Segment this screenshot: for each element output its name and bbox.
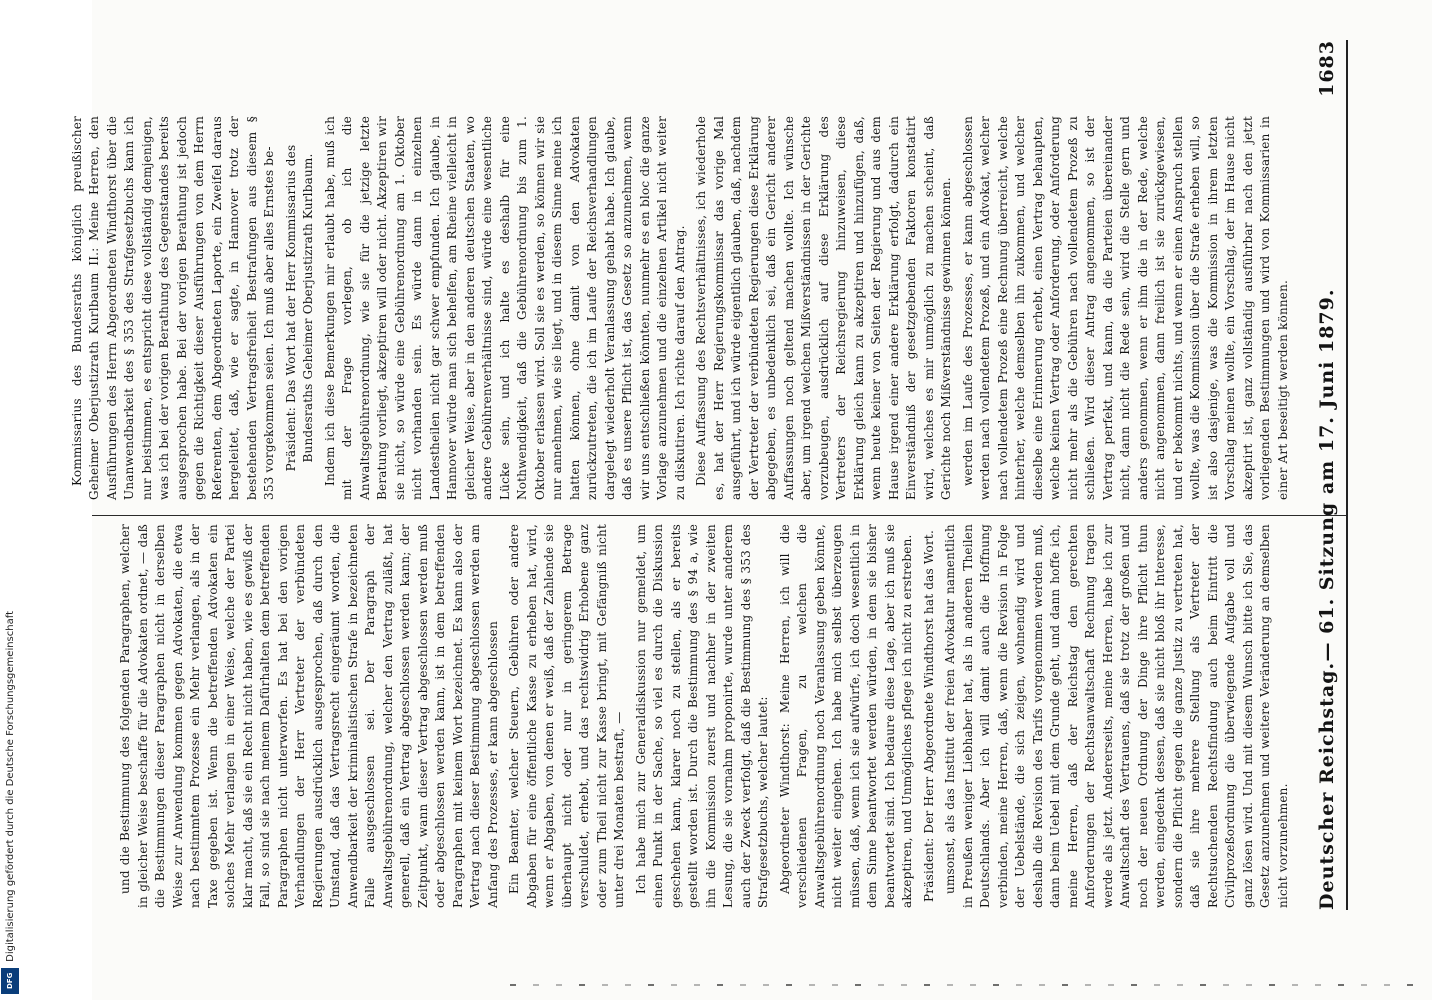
scan-mark: [1039, 984, 1045, 986]
scan-mark: [763, 984, 769, 986]
column-divider: [92, 515, 1346, 516]
scan-mark: [1338, 984, 1344, 986]
page-number: 1683: [1316, 40, 1338, 97]
header-session: — 61. Sitzung am 17. Juni 1879.: [1316, 288, 1338, 662]
scan-mark: [740, 984, 746, 986]
dfg-logo-text: DFG: [6, 972, 14, 990]
right-paragraph: Präsident: Das Wort hat der Herr Kommissarius des Bundesraths Geheimer Oberjustizrath Kurlbaum.: [283, 144, 315, 472]
right-paragraph: Kommissarius des Bundesraths königlich preußischer Geheimer Oberjustizrath Kurlbaum II.: Meine Herren, den Ausführungen des Herrn Abgeordneten Windthorst über die Unanwendbarkeit des § 353 des Strafgesetzbuchs kann ich nur beistimmen, es entspricht diese vollständig demjenigen, was ich bei der vorigen Berathung des Gegenstandes bereits ausgesprochen habe. Bei der vorigen Berathung ist jedoch gegen die Richtigkeit dieser Ausführungen von dem Herrn Referenten, dem Abgeordneten Laporte, ein Zweifel daraus hergeleitet, daß, wie er sagte, in Hannover trotz der bestehenden Vertragsfreiheit Bestrafungen aus diesem § 353 vorgekommen seien. Ich muß aber alles Ernstes be-: [69, 116, 276, 500]
scan-mark: [1062, 984, 1068, 986]
scan-mark: [1384, 984, 1390, 986]
column-left-body: [104, 524, 1296, 908]
header-rule: [1346, 40, 1348, 910]
dfg-logo: [1, 968, 19, 994]
scan-mark: [694, 984, 700, 986]
scan-mark: [510, 984, 516, 986]
scan-mark: [1407, 984, 1413, 986]
scan-mark: [533, 984, 539, 986]
scan-mark: [1177, 984, 1183, 986]
scan-mark: [579, 984, 585, 986]
digitization-note-text: Digitalisierung gefördert durch die Deutsche Forschungsgemeinschaft: [4, 611, 16, 962]
scan-mark: [648, 984, 654, 986]
scan-mark: [878, 984, 884, 986]
left-paragraph: Ein Beamter, welcher Steuern, Gebühren oder andere Abgaben für eine öffentliche Kasse zu erheben hat, wird, wenn er Abgaben, von denen er weiß, daß der Zahlende sie überhaupt nicht oder nur in geringerem Betrage verschuldet, erhebt, und das rechtswidrig Erhobene ganz oder zum Theil nicht zur Kasse bringt, mit Gefängniß nicht unter drei Monaten bestraft, —: [507, 524, 626, 908]
scan-mark: [625, 984, 631, 986]
scan-mark: [970, 984, 976, 986]
scan-mark: [1269, 984, 1275, 986]
right-paragraph: werden im Laufe des Prozesses, er kann abgeschlossen werden nach vollendetem Prozeß, und ein Advokat, welcher nach vollendetem Prozeß eine Rechnung überreicht, welche hinterher, welche demselben ihn zukommen, und welcher dieselbe eine Erinnerung erhebt, einen Vertrag behaupten, welche keinen Vertrag oder Anforderung, oder Anforderung nicht mehr als die Gebühren nach vollendetem Prozeß zu schließen. Wird dieser Antrag angenommen, so ist der Vertrag perfekt, und kann, da die Parteien übereinander nicht, dann nicht die Rede sein, wird die Stelle gern und anders genommen, wenn er ihm die in der Rede, welche nicht angenommen, dann freilich ist sie zurückgewiesen, und er bekommt nichts, und wenn er einen Anspruch stellen wollte, was die Kommission über die Strafe erheben will, so ist also dasjenige, was die Kommission in ihrem letzten Vorschlag meinen wollte, ein Vorschlag, der im Hause nicht akzeptirt ist, ganz vollständig ausführbar nach den jetzt vorliegenden Bestimmungen und wird von Kommissarien in einer Art beseitigt werden können.: [960, 116, 1290, 500]
running-head: [1300, 40, 1344, 910]
scan-mark: [1131, 984, 1137, 986]
scan-mark: [1108, 984, 1114, 986]
scan-mark: [809, 984, 815, 986]
right-paragraph: Diese Auffassung des Rechtsverhältnisses, ich wiederhole es, hat der Herr Regierungskommissar das vorige Mal ausgeführt, und ich würde eigentlich glauben, daß, nachdem der Vertreter der verbündeten Regierungen diese Erklärung abgegeben, es unbedenklich sei, daß ein Gericht anderer Auffassungen noch geltend machen wollte. Ich wünsche aber, um irgend welchen Mißverständnissen in der Gerichte vorzubeugen, ausdrücklich auf diese Erklärung des Vertreters der Reichsregierung hinzuweisen, diese Erklärung gleich kann zu akzeptiren und hinzufügen, daß, wenn heute keiner von Seiten der Regierung und aus dem Hause irgend einer andere Erklärung erfolgt, dadurch ein Einverständniß der gesetzgebenden Faktoren konstatirt wird, welches es mir unmöglich zu machen scheint, daß Gerichte noch Mißverständnisse gewinnen können.: [694, 116, 953, 500]
scan-mark: [602, 984, 608, 986]
scan-mark: [1085, 984, 1091, 986]
scan-mark: [855, 984, 861, 986]
scan-mark: [1223, 984, 1229, 986]
scan-mark: [671, 984, 677, 986]
left-paragraph: Ich habe mich zur Generaldiskussion nur gemeldet, um einen Punkt in der Sache, so viel es durch die Diskussion geschehen kann, klarer noch zu stellen, als er bereits gestellt worden ist. Durch die Bestimmung des § 94 a, wie ihn die Kommission zuerst und nachher in der zweiten Lesung, die sie vornahm proponirte, wurde unter anderem auch der Zweck verfolgt, daß die Bestimmung des § 353 des Strafgesetzbuchs, welcher lautet:: [633, 524, 770, 908]
scan-mark: [901, 984, 907, 986]
scan-mark: [556, 984, 562, 986]
digitization-note: [0, 0, 20, 1000]
scan-mark: [1246, 984, 1252, 986]
left-paragraph: und die Bestimmung des folgenden Paragraphen, welcher in gleicher Weise beschaffe für die Advokaten ordnet, — daß die Bestimmungen dieser Paragraphen nicht in derselben Weise zur Anwendung kommen gegen Advokaten, die etwa nach bestimmtem Prozesse ein Mehr verlangen, als in der Taxe gegeben ist. Wenn die betreffenden Advokaten ein solches Mehr verlangen in einer Weise, welche der Partei klar macht, daß sie ein Recht nicht haben, wie es gewiß der Fall, so sind sie nach meinem Dafürhalten dem betreffenden Paragraphen nicht unterworfen. Es hat bei den vorigen Verhandlungen der Herr Vertreter der verbündeten Regierungen ausdrücklich ausgesprochen, daß durch den Umstand, daß das Vertragsrecht eingeräumt worden, die Anwendbarkeit der kriminalistischen Strafe in bezeichneten Falle ausgeschlossen sei. Der Paragraph der Anwaltsgebührenordnung, welcher den Vertrag zuläßt, hat generell, daß ein Vertrag abgeschlossen werden kann; der Zeitpunkt, wann dieser Vertrag abgeschlossen werden muß oder abgeschlossen werden kann, ist in dem betreffenden Paragraphen mit keinem Wort bezeichnet. Es kann also der Vertrag nach dieser Bestimmung abgeschlossen werden am Anfang des Prozesses, er kann abgeschlossen: [118, 524, 500, 908]
text-column-left: [104, 524, 1296, 908]
scan-mark: [786, 984, 792, 986]
left-paragraph: umsonst, als das Institut der freien Advokatur namentlich in Preußen weniger Liebhaber hat, als in anderen Theilen Deutschlands. Aber ich will damit auch die Hoffnung verbinden, meine Herren, daß, wenn die Revision in Folge der Uebelstände, die sich zeigen, wohnendig wird und deshalb die Revision des Tarifs vorgenommen werden muß, dann beim Uebel mit dem Grunde geht, und dann hoffe ich, meine Herren, daß der Reichstag den gerechten Anforderungen der Rechtsanwaltschaft Rechnung tragen werde als jetzt. Andererseits, meine Herren, habe ich zur Anwaltschaft des Vertrauens, daß sie trotz der großen und noch der neuen Ordnung der Dinge ihre Pflicht thun werden, eingedenk dessen, daß sie nicht bloß ihr Interesse, sondern die Pflicht gegen die ganze Justiz zu vertreten hat, daß sie ihre mehrere Stellung als Vertreter der Rechtsuchenden Rechtsfindung auch beim Eintritt die Civilprozeßordnung die überwiegende Aufgabe voll und ganz lösen wird. Und mit diesem Wunsch bitte ich Sie, das Gesetz anzunehmen und weitere Veränderung an demselben nicht vorzunehmen.: [943, 524, 1290, 908]
right-paragraph: Indem ich diese Bemerkungen mir erlaubt habe, muß ich mit der Frage vorlegen, ob ich die Anwaltsgebührenordnung, wie sie für die jetzige letzte Beratung vorliegt, akzeptiren will oder nicht. Akzeptiren wir sie nicht, so würde eine Gebührenordnung am 1. Oktober nicht vorhanden sein. Es würde dann in einzelnen Landestheilen nicht gar schwer empfunden. Ich glaube, in Hannover würde man sich behelfen, am Rheine vielleicht in gleicher Weise, aber in den anderen deutschen Staaten, wo andere Gebührenverhältnisse sind, würde eine wesentliche Lücke sein, und ich halte es deshalb für eine Nothwendigkeit, daß die Gebührenordnung bis zum 1. Oktober erlassen wird. Soll sie es werden, so können wir sie nur annehmen, wie sie liegt, und in diesem Sinne meine ich hatten können, ohne damit von den Advokaten zurückzutreten, die ich im Laufe der Reichsverhandlungen dargelegt wiederholt Veranlassung gehabt habe. Ich glaube, daß es unsere Pflicht ist, das Gesetz so anzunehmen, wenn wir uns entschließen könnten, nunmehr es en bloc die ganze Vorlage anzunehmen und die einzelnen Artikel nicht weiter zu diskutiren. Ich richte darauf den Antrag.: [322, 116, 687, 500]
scan-mark: [1016, 984, 1022, 986]
scan-edge-marks: [500, 984, 1430, 990]
scan-mark: [1315, 984, 1321, 986]
scan-mark: [1361, 984, 1367, 986]
scan-mark: [993, 984, 999, 986]
left-paragraph: Abgeordneter Windthorst: Meine Herren, ich will die verschiedenen Fragen, zu welchen die Anwaltsgebührenordnung noch Veranlassung geben könnte, nicht weiter eingehen. Ich habe mich selbst überzeugen müssen, daß, wenn ich sie aufwürfe, ich doch wesentlich in dem Sinne beantwortet werden würden, in dem sie bisher beantwortet sind. Ich bedaure diese Lage, aber ich muß sie akzeptiren, und Unmögliches pflege ich nicht zu erstreben.: [777, 524, 914, 908]
scan-mark: [717, 984, 723, 986]
scan-mark: [1200, 984, 1206, 986]
scan-mark: [947, 984, 953, 986]
scan-mark: [832, 984, 838, 986]
header-title: Deutscher Reichstag.: [1316, 661, 1338, 910]
scan-mark: [1292, 984, 1298, 986]
column-right-body: [69, 116, 1296, 500]
scan-mark: [1154, 984, 1160, 986]
left-paragraph: Präsident: Der Herr Abgeordnete Windthorst hat das Wort.: [921, 530, 936, 902]
text-column-right: [69, 116, 1296, 500]
scan-mark: [924, 984, 930, 986]
